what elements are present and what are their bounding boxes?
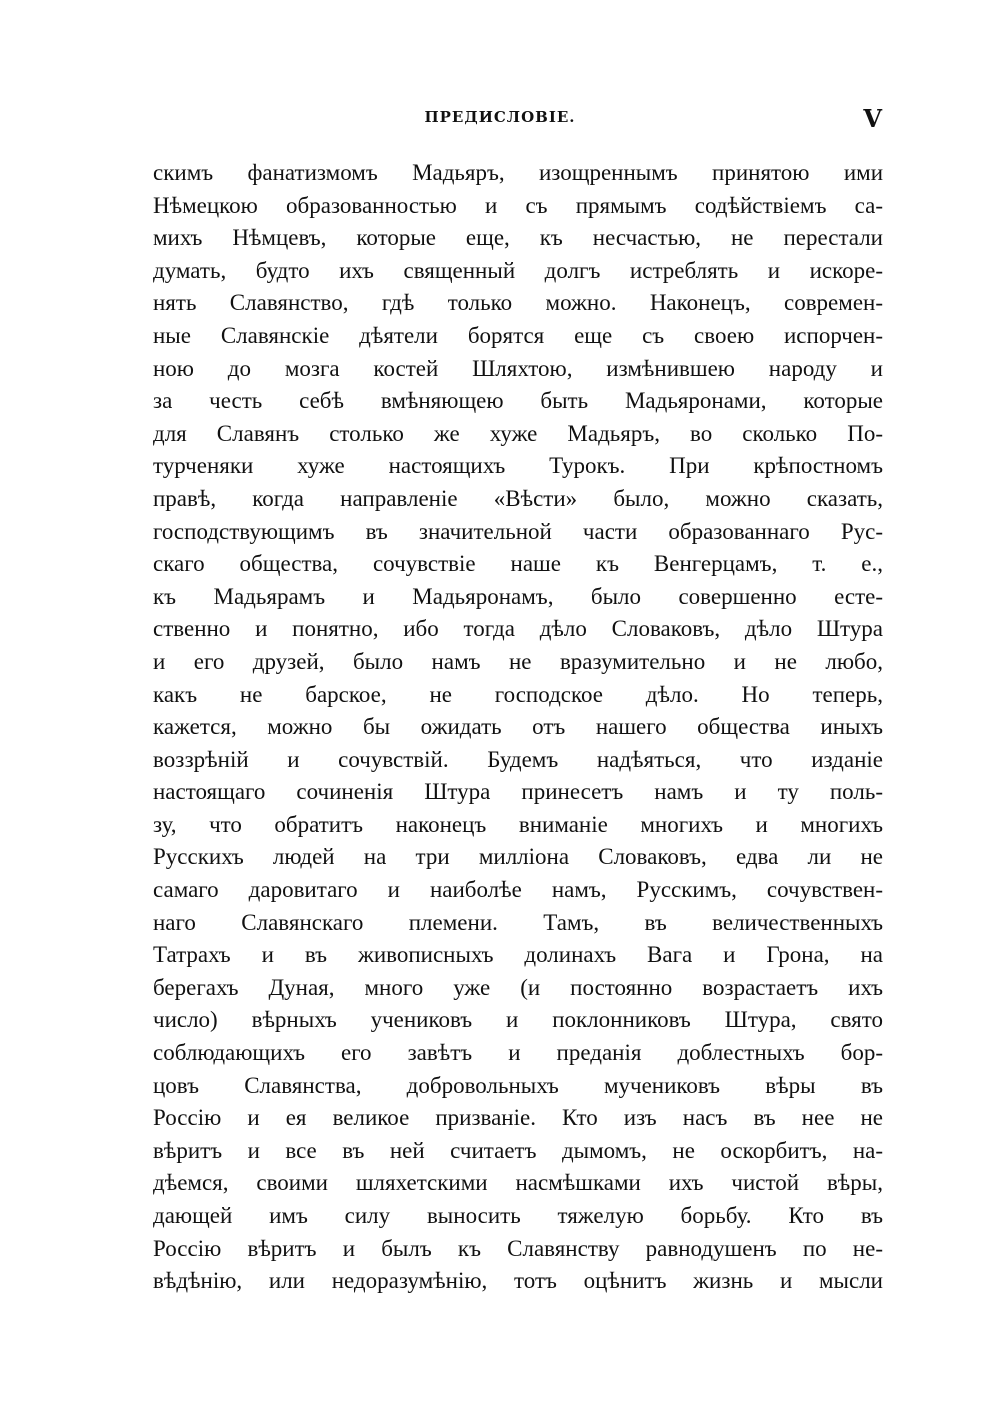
text-line: дающей имъ силу выносить тяжелую борьбу. Кто въ (153, 1203, 883, 1228)
text-line: думать, будто ихъ священный долгъ истреблять и искоре- (153, 257, 883, 283)
text-line: ною до мозга костей Шляхтою, измѣнившею народу и (153, 355, 883, 381)
text-line: самаго даровитаго и наиболѣе намъ, Русскимъ, сочувствен- (153, 877, 883, 903)
text-line: берегахъ Дуная, много уже (и постоянно возрастаетъ ихъ (153, 974, 883, 1000)
text-line: и его друзей, было намъ не вразумительно и не любо, (153, 648, 883, 674)
text-line: турченяки хуже настоящихъ Турокъ. При крѣпостномъ (153, 453, 883, 479)
text-line: Нѣмецкою образованностью и съ прямымъ содѣйствіемъ са- (153, 192, 883, 218)
text-line: цовъ Славянства, добровольныхъ мучениковъ вѣры въ (153, 1072, 883, 1098)
text-line: къ Мадьярамъ и Мадьяронамъ, было совершенно есте- (153, 583, 883, 609)
text-line: вѣритъ и все въ ней считаетъ дымомъ, не оскорбитъ, на- (153, 1137, 883, 1163)
text-line: дѣемся, своими шляхетскими насмѣшками ихъ чистой вѣры, (153, 1170, 883, 1196)
running-title: ПРЕДИСЛОВІЕ. (424, 108, 576, 126)
running-head (150, 104, 890, 132)
text-line: наго Славянскаго племени. Тамъ, въ величественныхъ (153, 909, 883, 935)
text-line: Россію вѣритъ и былъ къ Славянству равнодушенъ по не- (153, 1235, 883, 1261)
text-line: за честь себѣ вмѣняющею быть Мадьяронами, которые (153, 388, 883, 414)
text-line: настоящаго сочиненія Штура принесетъ намъ и ту поль- (153, 779, 883, 805)
text-line: господствующимъ въ значительной части образованнаго Рус- (153, 518, 883, 544)
text-line: Татрахъ и въ живописныхъ долинахъ Вага и Грона, на (153, 942, 883, 968)
text-line: михъ Нѣмцевъ, которые еще, къ несчастью, не перестали (153, 225, 883, 251)
text-line: воззрѣній и сочувствій. Будемъ надѣяться, что изданіе (153, 746, 883, 772)
text-line: вѣдѣнію, или недоразумѣнію, тотъ оцѣнитъ жизнь и мысли (153, 1268, 883, 1294)
text-line: кажется, можно бы ожидать отъ нашего общества иныхъ (153, 714, 883, 740)
text-line: нять Славянство, гдѣ только можно. Наконецъ, современ- (153, 290, 883, 316)
text-line: Россію и ея великое призваніе. Кто изъ насъ въ нее не (153, 1105, 883, 1131)
text-line: соблюдающихъ его завѣтъ и преданія доблестныхъ бор- (153, 1040, 883, 1066)
text-line: правѣ, когда направленіе «Вѣсти» было, можно сказать, (153, 485, 883, 511)
text-line: какъ не барское, не господское дѣло. Но теперь, (153, 681, 883, 707)
body-text (153, 157, 883, 1298)
text-line: число) вѣрныхъ учениковъ и поклонниковъ Штура, свято (153, 1007, 883, 1033)
text-line: скимъ фанатизмомъ Мадьяръ, изощреннымъ принятою ими (153, 160, 883, 185)
text-line: для Славянъ столько же хуже Мадьяръ, во сколько По- (153, 420, 883, 446)
text-line: зу, что обратитъ наконецъ вниманіе многихъ и многихъ (153, 811, 883, 837)
page-number: V (863, 104, 882, 133)
text-line: ственно и понятно, ибо тогда дѣло Словаковъ, дѣло Штура (153, 616, 883, 642)
text-line: скаго общества, сочувствіе наше къ Венгерцамъ, т. е., (153, 551, 883, 577)
text-line: ные Славянскіе дѣятели борятся еще съ своею испорчен- (153, 322, 883, 348)
text-line: Русскихъ людей на три милліона Словаковъ, едва ли не (153, 844, 883, 870)
